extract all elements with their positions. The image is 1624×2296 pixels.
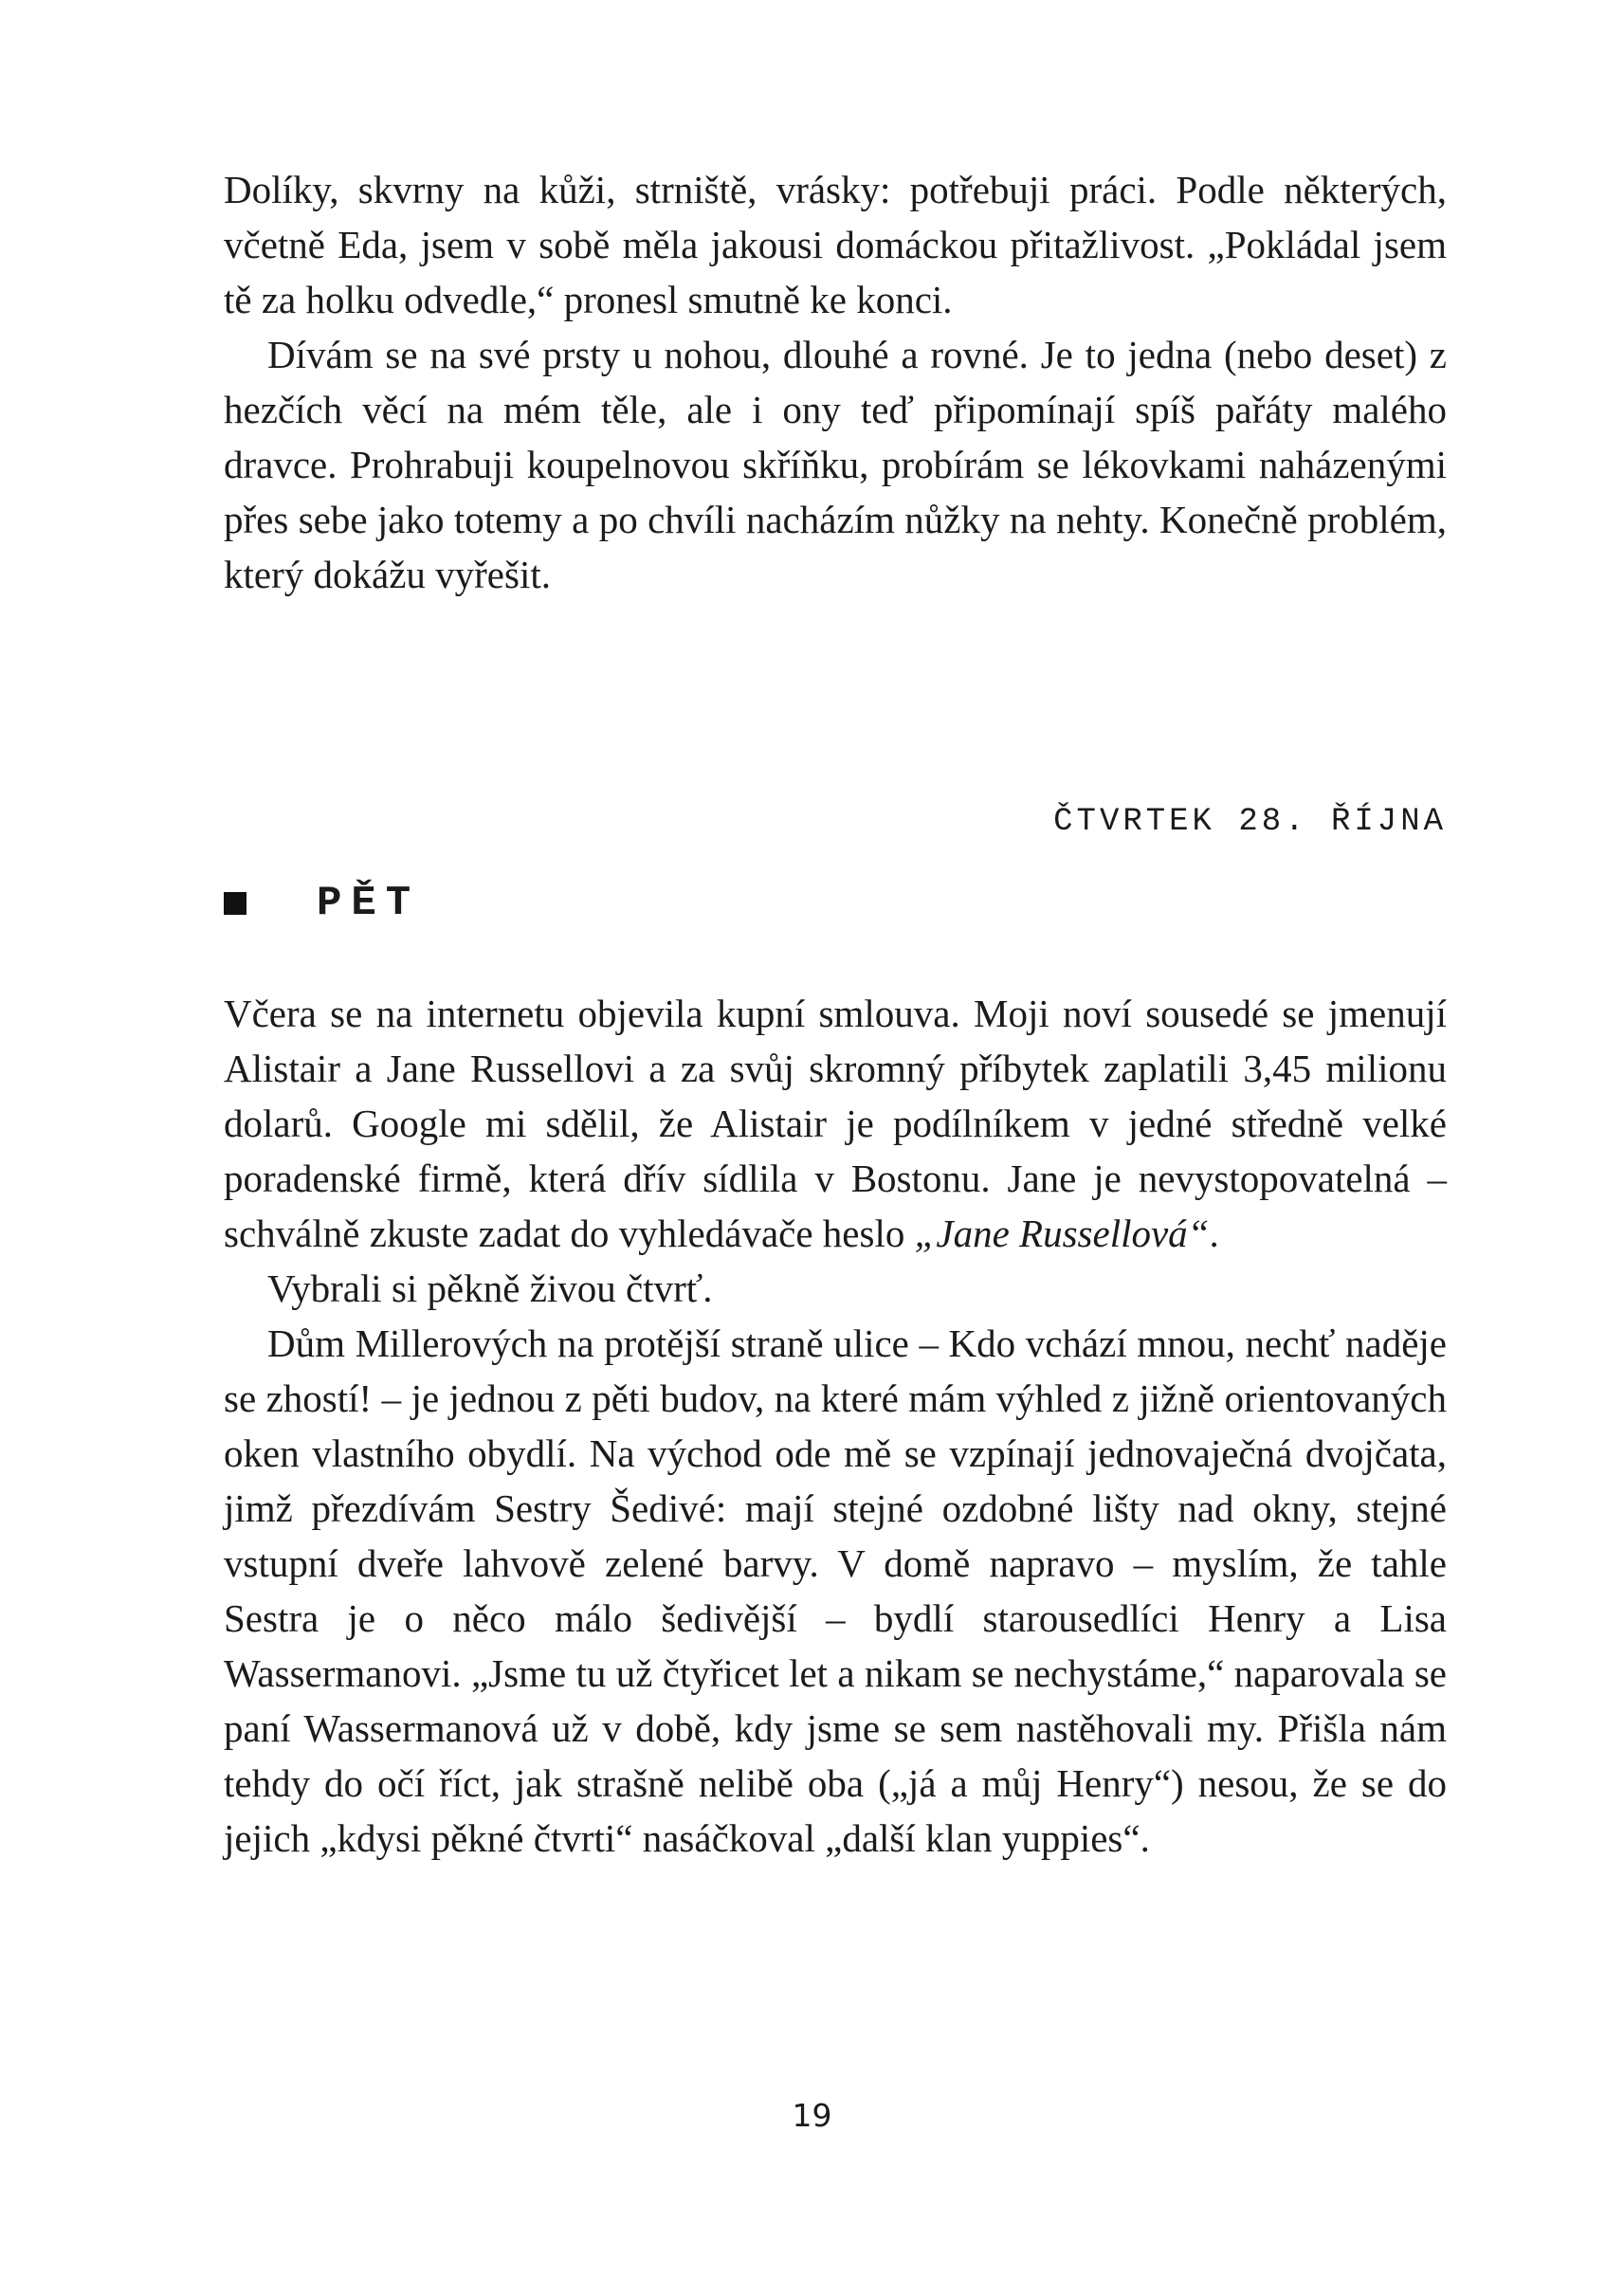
paragraph: Vybrali si pěkně živou čtvrť. [267, 1266, 713, 1310]
paragraph-text: Včera se na internetu objevila kupní smlouva. Moji noví sousedé se jmenují Alistair a Jane Russellovi a za svůj skromný příbytek zaplatili 3,45 milionu dolarů. Google mi sdělil, že Alistair je podílníkem v jedné středně velké poradenské firmě, která dřív sídlila v Bostonu. Jane je nevystopovatelná – schválně zkuste zadat do vyhledávače heslo [224, 992, 1447, 1255]
page-number: 19 [792, 2097, 832, 2134]
text-block-chapter [224, 986, 1447, 1866]
chapter-heading [224, 880, 420, 927]
square-bullet-icon [224, 892, 246, 915]
paragraph-text: . [1209, 1212, 1219, 1255]
paragraph: Dolíky, skvrny na kůži, strniště, vrásky: potřebuji práci. Podle některých, včetně Eda, jsem v sobě měla jakousi domáckou přitažlivost. „Pokládal jsem tě za holku odvedle,“ pronesl smutně ke konci. [224, 168, 1447, 321]
chapter-title: PĚT [317, 880, 421, 927]
paragraph [224, 986, 1447, 1261]
italic-search-term: „Jane Russellová“ [914, 1212, 1210, 1255]
paragraph: Dívám se na své prsty u nohou, dlouhé a rovné. Je to jedna (nebo deset) z hezčích věcí na mém těle, ale i ony teď připomínají spíš pařáty malého dravce. Prohrabuji koupelnovou skříňku, probírám se lékovkami naházenými přes sebe jako totemy a po chvíli nacházím nůžky na nehty. Konečně problém, který dokážu vyřešit. [224, 333, 1447, 596]
date-heading: ČTVRTEK 28. ŘÍJNA [1053, 804, 1447, 840]
paragraph: Dům Millerových na protější straně ulice – Kdo vchází mnou, nechť naděje se zhostí! – je jednou z pěti budov, na které mám výhled z jižně orientovaných oken vlastního obydlí. Na východ ode mě se vzpínají jednovaječná dvojčata, jimž přezdívám Sestry Šedivé: mají stejné ozdobné lišty nad okny, stejné vstupní dveře lahvově zelené barvy. V domě napravo – myslím, že tahle Sestra je o něco málo šedivější – bydlí starousedlíci Henry a Lisa Wassermanovi. „Jsme tu už čtyřicet let a nikam se nechystáme,“ naparovala se paní Wassermanová už v době, kdy jsme se sem nastěhovali my. Přišla nám tehdy do očí říct, jak strašně nelibě oba („já a můj Henry“) nesou, že se do jejich „kdysi pěkné čtvrti“ nasáčkoval „další klan yuppies“. [224, 1321, 1447, 1860]
text-block-top [224, 162, 1447, 602]
